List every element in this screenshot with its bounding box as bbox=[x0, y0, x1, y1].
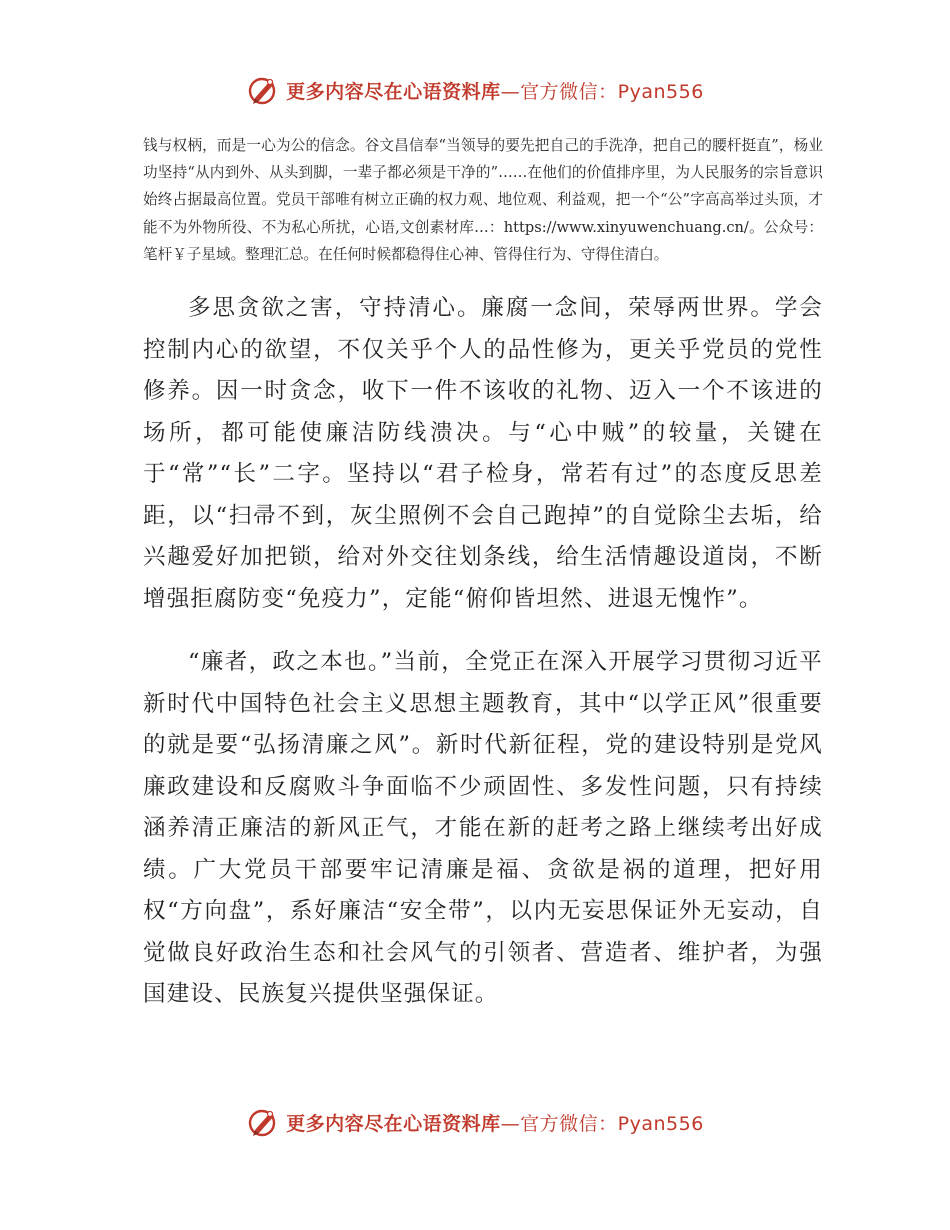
banner-site-name: 更多内容尽在心语资料库 bbox=[286, 1112, 501, 1135]
banner-separator: — bbox=[500, 80, 521, 103]
pen-logo-icon bbox=[246, 1105, 280, 1139]
pen-logo-icon bbox=[246, 73, 280, 107]
banner-site-name: 更多内容尽在心语资料库 bbox=[286, 80, 501, 103]
header-banner bbox=[0, 68, 950, 112]
paragraph-1: 多思贪欲之害，守持清心。廉腐一念间，荣辱两世界。学会控制内心的欲望，不仅关乎个人的品性修为，更关乎党员的党性修养。因一时贪念，收下一件不该收的礼物、迈入一个不该进的场所，都可能使廉洁防线溃决。与“心中贼”的较量，关键在于“常”“长”二字。坚持以“君子检身，常若有过”的态度反思差距，以“扫帚不到，灰尘照例不会自己跑掉”的自觉除尘去垢，给兴趣爱好加把锁，给对外交往划条线，给生活情趣设道岗，不断增强拒腐防变“免疫力”，定能“俯仰皆坦然、进退无愧怍”。 bbox=[143, 295, 823, 612]
banner-text bbox=[286, 77, 704, 104]
banner-wechat: 官方微信：Pyan556 bbox=[520, 1112, 704, 1135]
banner-separator: — bbox=[500, 1112, 521, 1135]
banner-text bbox=[286, 1109, 704, 1136]
document-body bbox=[143, 132, 823, 1016]
banner-wechat: 官方微信：Pyan556 bbox=[520, 80, 704, 103]
paragraph-2: “廉者，政之本也。”当前，全党正在深入开展学习贯彻习近平新时代中国特色社会主义思想主题教育，其中“以学正风”很重要的就是要“弘扬清廉之风”。新时代新征程，党的建设特别是党风廉政建设和反腐败斗争面临不少顽固性、多发性问题，只有持续涵养清正廉洁的新风正气，才能在新的赶考之路上继续考出好成绩。广大党员干部要牢记清廉是福、贪欲是祸的道理，把好用权“方向盘”，系好廉洁“安全带”，以内无妄思保证外无妄动，自觉做良好政治生态和社会风气的引领者、营造者、维护者，为强国建设、民族复兴提供坚强保证。 bbox=[143, 649, 823, 1008]
paragraph-small: 钱与权柄，而是一心为公的信念。谷文昌信奉“当领导的要先把自己的手洗净，把自己的腰杆挺直”，杨业功坚持“从内到外、从头到脚，一辈子都必须是干净的”……在他们的价值排序里，为人民服务的宗旨意识始终占据最高位置。党员干部唯有树立正确的权力观、地位观、利益观，把一个“公”字高高举过头顶，才能不为外物所役、不为私心所扰，心语,文创素材库…：https://www.xinyuwenchuang.cn/。公众号：笔杆￥子星域。整理汇总。在任何时候都稳得住心神、管得住行为、守得住清白。 bbox=[143, 137, 823, 263]
footer-banner bbox=[0, 1100, 950, 1144]
